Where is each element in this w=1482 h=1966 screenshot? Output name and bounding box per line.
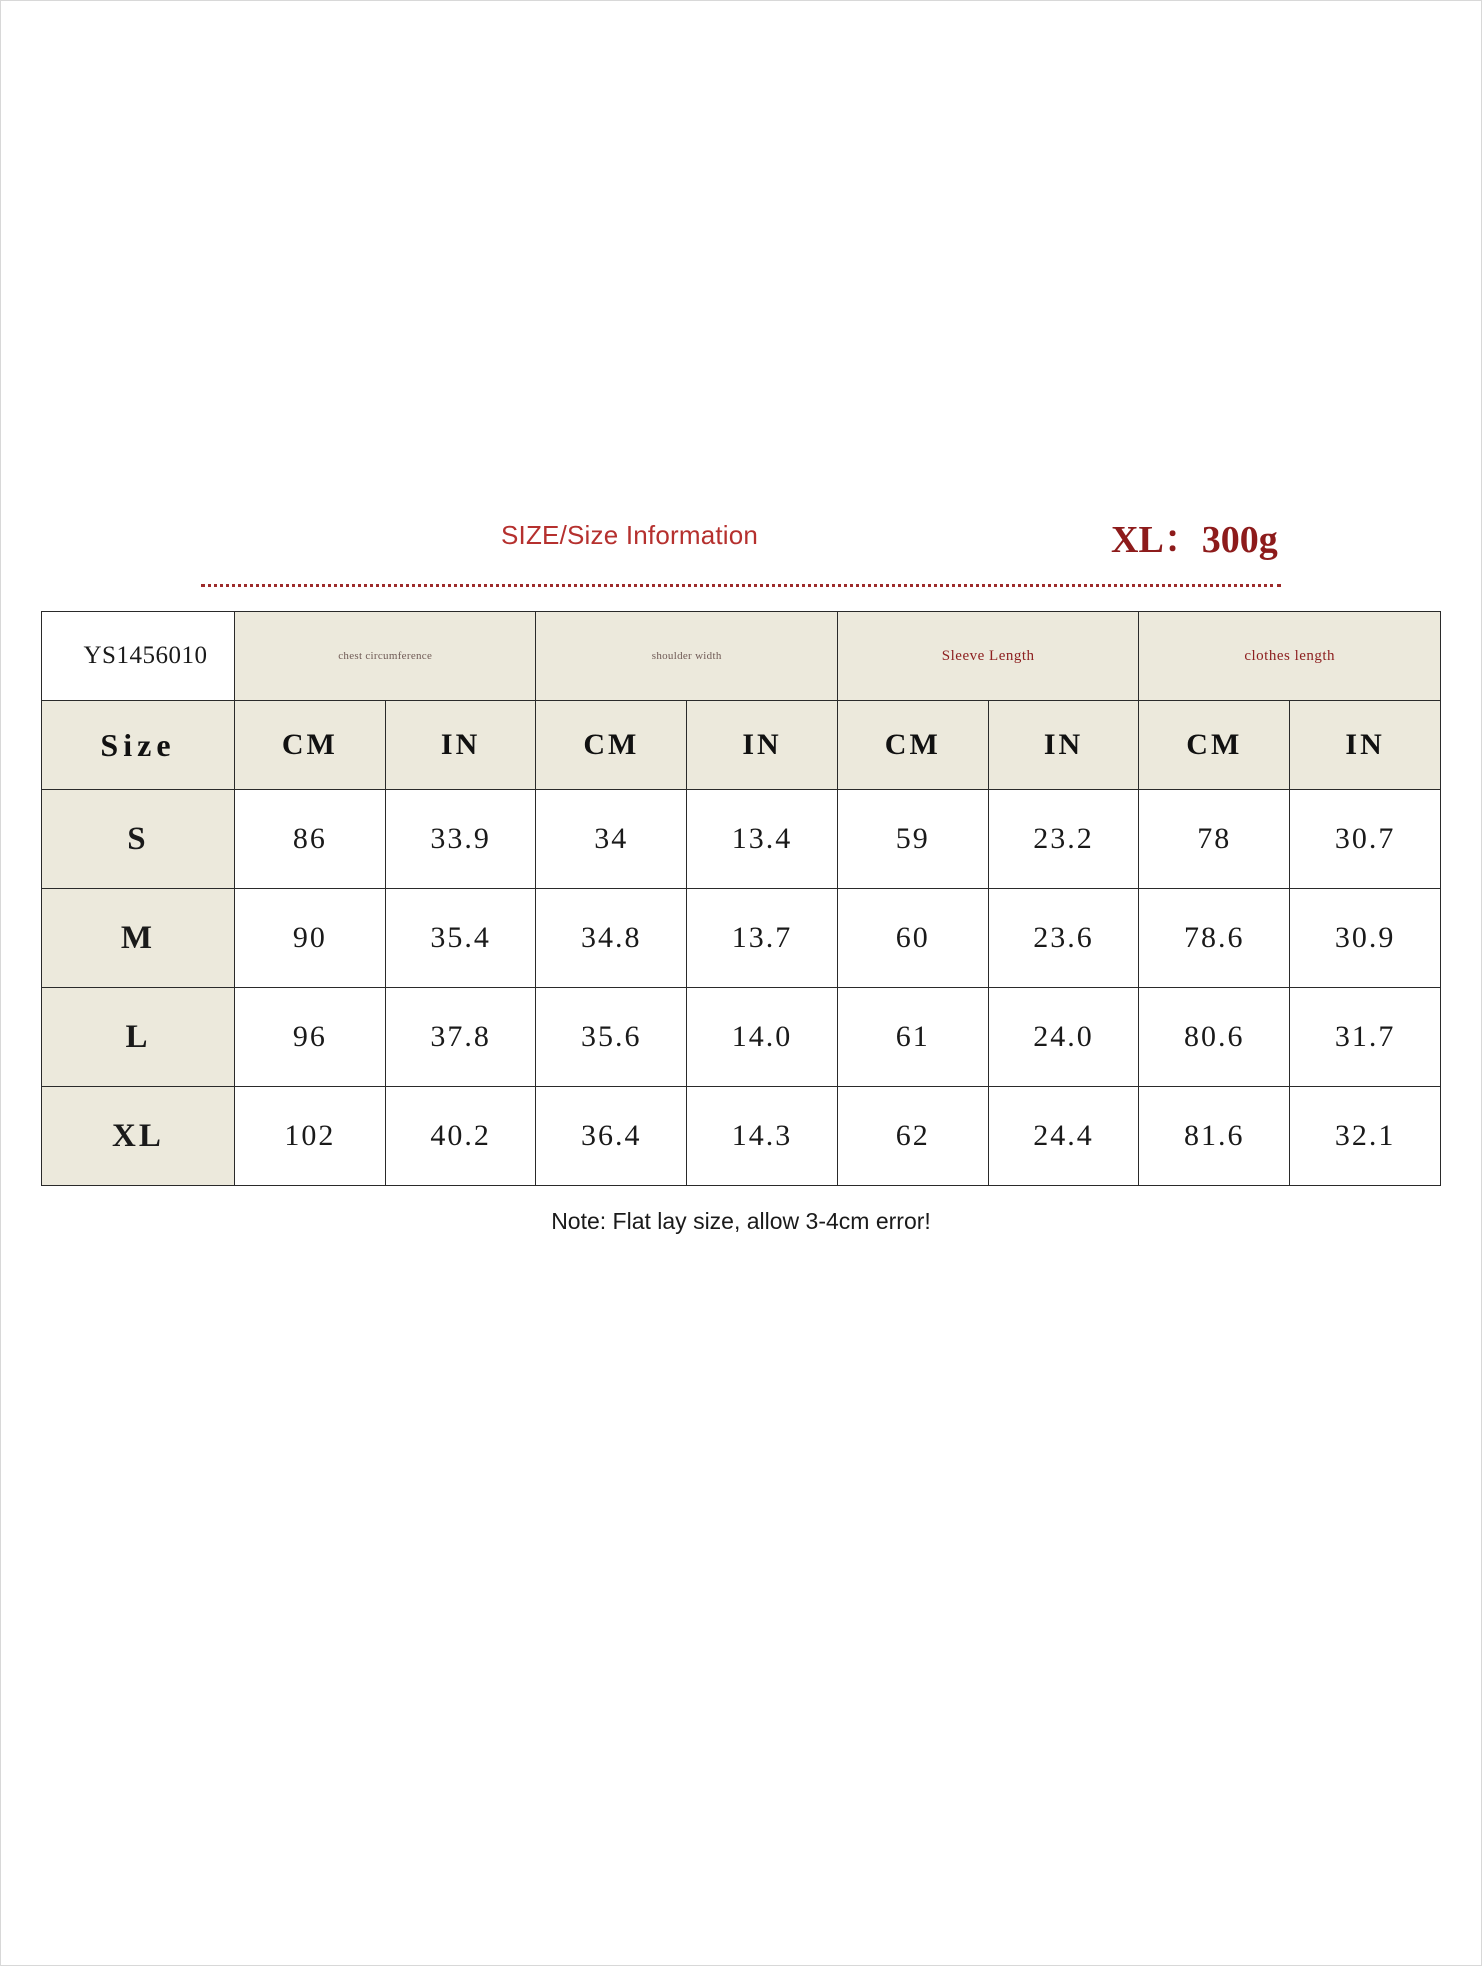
product-code: YS1456010	[42, 612, 235, 701]
row-size-label: L	[42, 988, 235, 1087]
unit-cell: IN	[988, 701, 1139, 790]
row-size-label: XL	[42, 1087, 235, 1186]
cell-value: 102	[234, 1087, 385, 1186]
chart-header	[91, 520, 1391, 580]
weight-note: XL：300g	[1111, 519, 1278, 561]
table-row	[42, 988, 1441, 1087]
unit-cell: CM	[837, 701, 988, 790]
category-sleeve: Sleeve Length	[837, 612, 1138, 701]
cell-value: 80.6	[1139, 988, 1290, 1087]
cell-value: 32.1	[1290, 1087, 1441, 1186]
unit-cell: CM	[536, 701, 687, 790]
category-chest: chest circumference	[234, 612, 535, 701]
cell-value: 36.4	[536, 1087, 687, 1186]
cell-value: 35.4	[385, 889, 536, 988]
unit-cell: IN	[385, 701, 536, 790]
size-table	[41, 611, 1441, 1186]
cell-value: 81.6	[1139, 1087, 1290, 1186]
cell-value: 40.2	[385, 1087, 536, 1186]
footer-note: Note: Flat lay size, allow 3-4cm error!	[551, 1208, 931, 1234]
divider	[201, 584, 1281, 587]
unit-cell: CM	[1139, 701, 1290, 790]
size-header-label: Size	[42, 701, 235, 790]
table-row	[42, 889, 1441, 988]
cell-value: 31.7	[1290, 988, 1441, 1087]
cell-value: 24.0	[988, 988, 1139, 1087]
unit-cell: IN	[1290, 701, 1441, 790]
row-size-label: M	[42, 889, 235, 988]
cell-value: 30.7	[1290, 790, 1441, 889]
cell-value: 60	[837, 889, 988, 988]
category-shoulder: shoulder width	[536, 612, 837, 701]
row-size-label: S	[42, 790, 235, 889]
cell-value: 14.0	[687, 988, 838, 1087]
cell-value: 34	[536, 790, 687, 889]
cell-value: 30.9	[1290, 889, 1441, 988]
cell-value: 78.6	[1139, 889, 1290, 988]
cell-value: 37.8	[385, 988, 536, 1087]
cell-value: 24.4	[988, 1087, 1139, 1186]
cell-value: 13.7	[687, 889, 838, 988]
cell-value: 13.4	[687, 790, 838, 889]
size-chart-sheet	[0, 520, 1482, 1235]
category-row	[42, 612, 1441, 701]
cell-value: 23.2	[988, 790, 1139, 889]
cell-value: 14.3	[687, 1087, 838, 1186]
cell-value: 34.8	[536, 889, 687, 988]
unit-cell: CM	[234, 701, 385, 790]
cell-value: 78	[1139, 790, 1290, 889]
table-row	[42, 1087, 1441, 1186]
cell-value: 61	[837, 988, 988, 1087]
cell-value: 96	[234, 988, 385, 1087]
page-title: SIZE/Size Information	[501, 520, 759, 550]
cell-value: 86	[234, 790, 385, 889]
cell-value: 23.6	[988, 889, 1139, 988]
cell-value: 35.6	[536, 988, 687, 1087]
unit-cell: IN	[687, 701, 838, 790]
cell-value: 59	[837, 790, 988, 889]
cell-value: 90	[234, 889, 385, 988]
category-length: clothes length	[1139, 612, 1441, 701]
cell-value: 62	[837, 1087, 988, 1186]
table-row	[42, 790, 1441, 889]
unit-row	[42, 701, 1441, 790]
cell-value: 33.9	[385, 790, 536, 889]
